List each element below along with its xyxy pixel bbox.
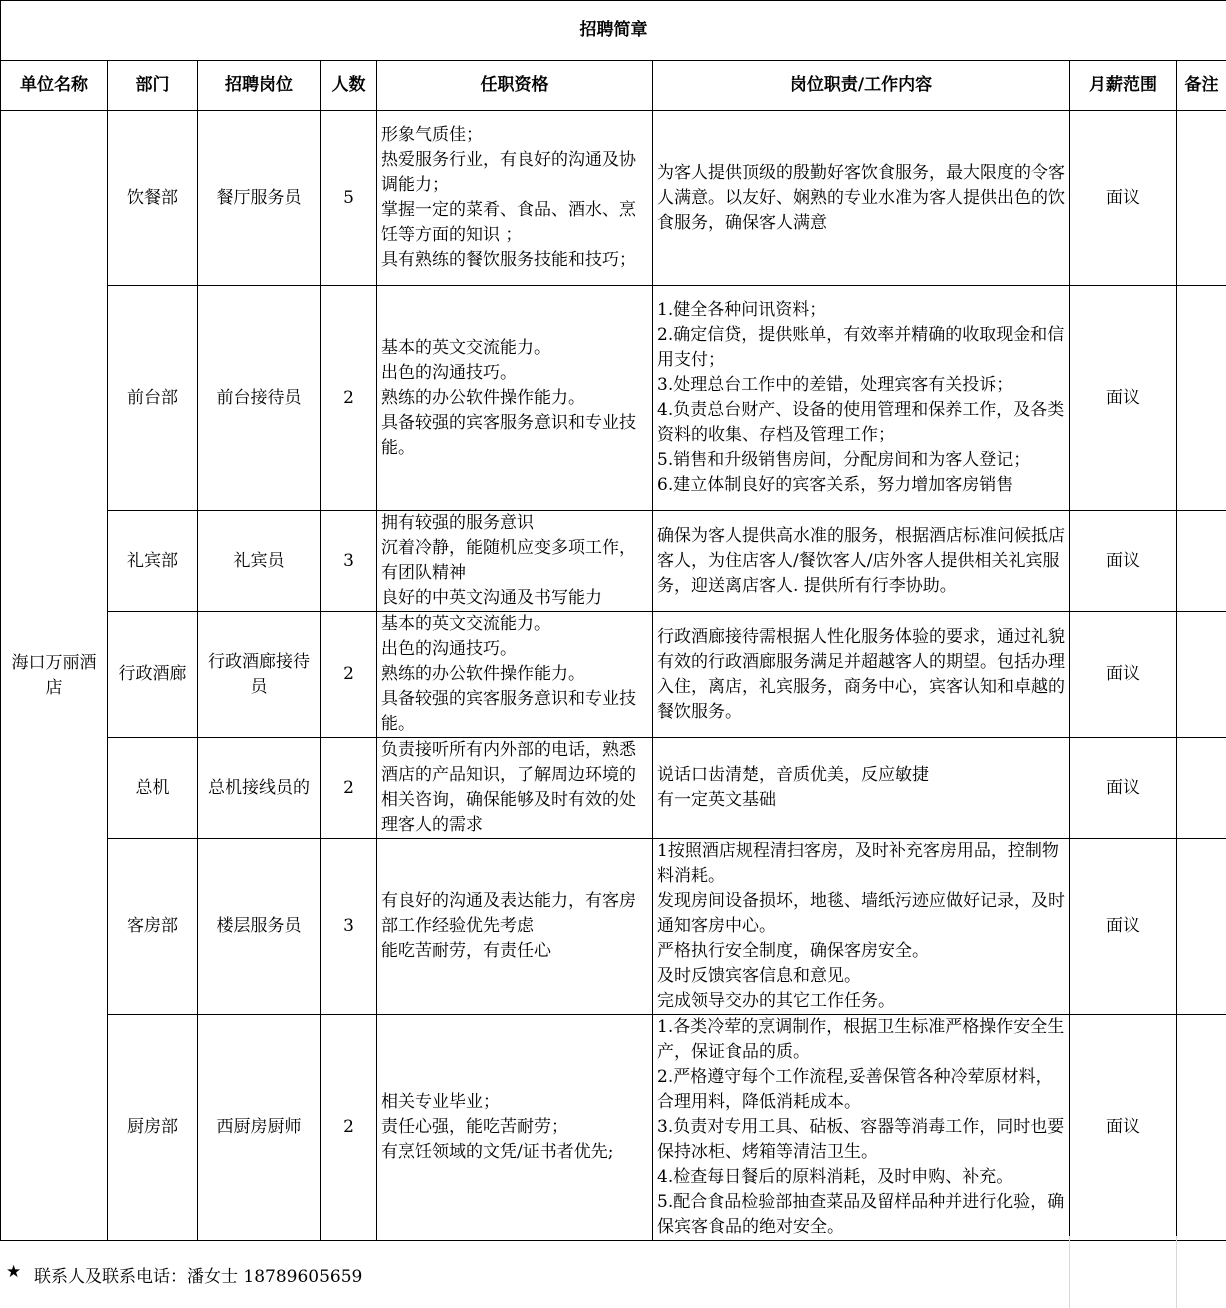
duties-cell: [653, 612, 1070, 738]
qualifications-cell: [377, 111, 653, 286]
qualifications-cell-line: 基本的英文交流能力。: [381, 614, 551, 634]
salary-cell: 面议: [1070, 511, 1177, 612]
duties-cell-line: 4.检查每日餐后的原料消耗，及时申购、补充。: [657, 1167, 1014, 1187]
duties-cell-line: 3.负责对专用工具、砧板、容器等消毒工作，同时也要保持冰柜、烤箱等清洁卫生。: [657, 1117, 1065, 1162]
salary-cell: 面议: [1070, 286, 1177, 511]
dept-cell: 客房部: [108, 839, 198, 1015]
position-cell: 楼层服务员: [198, 839, 321, 1015]
count-cell: 2: [321, 738, 377, 839]
duties-cell-line: 2.确定信贷，提供账单，有效率并精确的收取现金和信用支付；: [657, 325, 1065, 370]
count-cell: 2: [321, 612, 377, 738]
table-row: [1, 738, 1226, 839]
duties-cell-line: 4.负责总台财产、设备的使用管理和保养工作，及各类资料的收集、存档及管理工作；: [657, 400, 1065, 445]
header-dept: 部门: [108, 61, 198, 111]
salary-cell: 面议: [1070, 1015, 1177, 1241]
position-cell: 行政酒廊接待员: [198, 612, 321, 738]
duties-cell-line: 为客人提供顶级的殷勤好客饮食服务，最大限度的令客人满意。以友好、娴熟的专业水准为客人提供出色的饮食服务，确保客人满意: [657, 162, 1065, 233]
header-duties: 岗位职责/工作内容: [653, 61, 1070, 111]
table-row: [1, 612, 1226, 738]
duties-cell-line: 确保为客人提供高水准的服务，根据酒店标准问候抵店客人，为住店客人/餐饮客人/店外客人提供相关礼宾服务，迎送离店客人. 提供所有行李协助。: [657, 525, 1065, 596]
table-row: [1, 1015, 1226, 1241]
duties-cell-line: 说话口齿清楚，音质优美，反应敏捷: [657, 765, 929, 785]
qualifications-cell: [377, 511, 653, 612]
duties-cell-line: 行政酒廊接待需根据人性化服务体验的要求，通过礼貌有效的行政酒廊服务满足并超越客人的期望。包括办理入住，离店，礼宾服务，商务中心，宾客认知和卓越的餐饮服务。: [657, 626, 1065, 722]
note-cell: [1177, 839, 1226, 1015]
duties-cell-line: 5.配合食品检验部抽查菜品及留样品种并进行化验，确保宾客食品的绝对安全。: [657, 1192, 1065, 1237]
position-cell: 餐厅服务员: [198, 111, 321, 286]
qualifications-cell-line: 相关专业毕业；: [381, 1092, 500, 1112]
qualifications-cell-line: 具有熟练的餐饮服务技能和技巧；: [381, 250, 636, 270]
dept-cell: 前台部: [108, 286, 198, 511]
salary-cell: 面议: [1070, 738, 1177, 839]
note-cell: [1177, 738, 1226, 839]
duties-cell-line: 完成领导交办的其它工作任务。: [657, 991, 895, 1011]
qualifications-cell-line: 负责接听所有内外部的电话，熟悉酒店的产品知识，了解周边环境的相关咨询，确保能够及时有效的处理客人的需求: [381, 740, 636, 835]
qualifications-cell: [377, 839, 653, 1015]
duties-cell-line: 严格执行安全制度，确保客房安全。: [657, 941, 929, 961]
count-cell: 2: [321, 286, 377, 511]
count-cell: 3: [321, 839, 377, 1015]
unit-name: 海口万丽酒店: [1, 111, 108, 1241]
header-unit: 单位名称: [1, 61, 108, 111]
note-cell: [1177, 286, 1226, 511]
duties-cell-line: 及时反馈宾客信息和意见。: [657, 966, 861, 986]
qualifications-cell: [377, 1015, 653, 1241]
note-cell: [1177, 511, 1226, 612]
duties-cell-line: 1.各类冷荤的烹调制作，根据卫生标准严格操作安全生产，保证食品的质。: [657, 1017, 1065, 1062]
qualifications-cell-line: 掌握一定的菜肴、食品、酒水、烹饪等方面的知识 ；: [381, 200, 636, 245]
page-title: 招聘简章: [1, 1, 1226, 61]
header-qualifications: 任职资格: [377, 61, 653, 111]
qualifications-cell-line: 良好的中英文沟通及书写能力: [381, 588, 602, 608]
duties-cell-line: 6.建立体制良好的宾客关系，努力增加客房销售: [657, 475, 1014, 495]
footer: [0, 1236, 1226, 1308]
star-icon: ★: [6, 1262, 22, 1282]
contact-info: 联系人及联系电话：潘女士 18789605659: [34, 1267, 363, 1287]
duties-cell-line: 1.健全各种问讯资料；: [657, 300, 827, 320]
header-position: 招聘岗位: [198, 61, 321, 111]
count-cell: 5: [321, 111, 377, 286]
salary-cell: 面议: [1070, 612, 1177, 738]
duties-cell: [653, 511, 1070, 612]
table-row: [1, 839, 1226, 1015]
note-cell: [1177, 612, 1226, 738]
qualifications-cell-line: 形象气质佳；: [381, 125, 483, 145]
qualifications-cell-line: 能吃苦耐劳，有责任心: [381, 941, 551, 961]
qualifications-cell-line: 拥有较强的服务意识: [381, 513, 534, 533]
table-row: [1, 111, 1226, 286]
qualifications-cell-line: 责任心强，能吃苦耐劳；: [381, 1117, 568, 1137]
qualifications-cell: [377, 612, 653, 738]
qualifications-cell-line: 具备较强的宾客服务意识和专业技能。: [381, 689, 636, 734]
position-cell: 总机接线员的: [198, 738, 321, 839]
duties-cell-line: 发现房间设备损坏，地毯、墙纸污迹应做好记录，及时通知客房中心。: [657, 891, 1065, 936]
header-salary: 月薪范围: [1070, 61, 1177, 111]
dept-cell: 礼宾部: [108, 511, 198, 612]
dept-cell: 厨房部: [108, 1015, 198, 1241]
duties-cell: [653, 839, 1070, 1015]
qualifications-cell-line: 沉着冷静，能随机应变多项工作，有团队精神: [381, 538, 636, 583]
qualifications-cell-line: 熟练的办公软件操作能力。: [381, 387, 585, 408]
duties-cell-line: 3.处理总台工作中的差错，处理宾客有关投诉；: [657, 375, 1014, 395]
qualifications-cell-line: 基本的英文交流能力。: [381, 337, 551, 358]
count-cell: 3: [321, 511, 377, 612]
qualifications-cell-line: 具备较强的宾客服务意识和专业技能。: [381, 412, 636, 458]
qualifications-cell-line: 热爱服务行业，有良好的沟通及协调能力；: [381, 150, 636, 195]
note-cell: [1177, 111, 1226, 286]
duties-cell-line: 1按照酒店规程清扫客房，及时补充客房用品，控制物料消耗。: [657, 841, 1059, 886]
header-note: 备注: [1177, 61, 1226, 111]
qualifications-cell-line: 出色的沟通技巧。: [381, 362, 517, 383]
duties-cell: [653, 738, 1070, 839]
dept-cell: 饮餐部: [108, 111, 198, 286]
qualifications-cell: [377, 738, 653, 839]
qualifications-cell-line: 熟练的办公软件操作能力。: [381, 664, 585, 684]
qualifications-cell-line: 有良好的沟通及表达能力，有客房部工作经验优先考虑: [381, 891, 636, 936]
table-row: [1, 511, 1226, 612]
duties-cell-line: 有一定英文基础: [657, 790, 776, 810]
duties-cell: [653, 1015, 1070, 1241]
position-cell: 礼宾员: [198, 511, 321, 612]
count-cell: 2: [321, 1015, 377, 1241]
header-row: [1, 61, 1226, 111]
position-cell: 西厨房厨师: [198, 1015, 321, 1241]
position-cell: 前台接待员: [198, 286, 321, 511]
salary-cell: 面议: [1070, 111, 1177, 286]
table-row: [1, 286, 1226, 511]
qualifications-cell-line: 有烹饪领域的文凭/证书者优先;: [381, 1142, 614, 1162]
duties-cell: [653, 111, 1070, 286]
qualifications-cell: [377, 286, 653, 511]
qualifications-cell-line: 出色的沟通技巧。: [381, 639, 517, 659]
note-cell: [1177, 1015, 1226, 1241]
footer-divider: [1069, 1236, 1070, 1308]
dept-cell: 总机: [108, 738, 198, 839]
duties-cell: [653, 286, 1070, 511]
dept-cell: 行政酒廊: [108, 612, 198, 738]
salary-cell: 面议: [1070, 839, 1177, 1015]
header-count: 人数: [321, 61, 377, 111]
footer-divider: [1176, 1236, 1177, 1308]
duties-cell-line: 5.销售和升级销售房间，分配房间和为客人登记；: [657, 450, 1031, 470]
duties-cell-line: 2.严格遵守每个工作流程,妥善保管各种冷荤原材料，合理用料，降低消耗成本。: [657, 1067, 1053, 1112]
